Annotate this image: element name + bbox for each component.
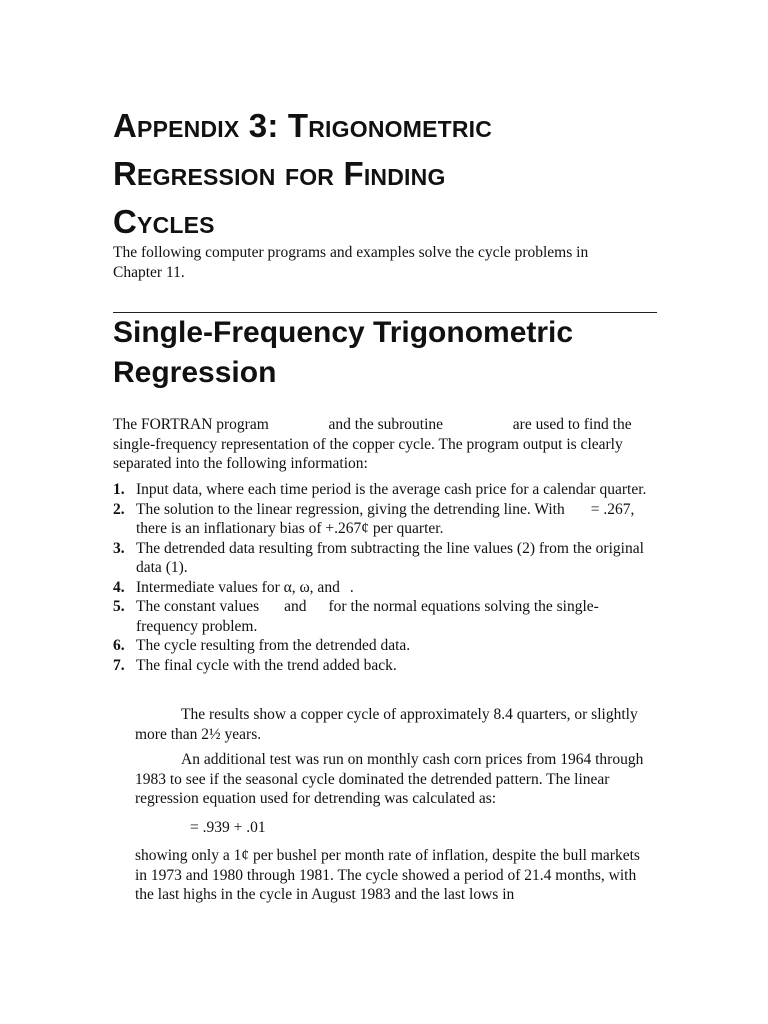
list-item-number: 7. — [113, 656, 125, 674]
list-item-text-c: for the normal equations solving the single-frequency problem. — [136, 598, 599, 635]
list-item-number: 1. — [113, 481, 125, 498]
list-item-text-a: The constant values — [136, 598, 260, 615]
list-item — [113, 597, 658, 636]
chapter-title-line-1: Appendix 3: Trigonometric — [113, 107, 493, 144]
list-item — [113, 539, 658, 578]
intro-paragraph: The following computer programs and examples solve the cycle problems in Chapter 11. — [113, 244, 589, 281]
list-item — [113, 500, 658, 539]
list-item — [113, 480, 658, 500]
section-heading: Single-Frequency Trigonometric Regression — [113, 316, 574, 389]
list-item-number: 2. — [113, 500, 125, 518]
list-item-number: 5. — [113, 598, 125, 615]
list-item-text: The cycle resulting from the detrended data. — [136, 637, 411, 654]
list-item — [113, 578, 658, 598]
list-item-text-b: . — [349, 578, 354, 596]
results-paragraph: The results show a copper cycle of approximately 8.4 quarters, or slightly more than 2½ years. — [135, 706, 638, 743]
regression-equation: = .939 + .01 — [190, 819, 266, 836]
para1-part-1: The FORTRAN program — [113, 416, 269, 433]
corn-test-paragraph: An additional test was run on monthly cash corn prices from 1964 through 1983 to see if the seasonal cycle dominated the detrended pattern. The linear regression equation used for detrending was calculated as: — [135, 751, 644, 807]
chapter-title-line-3: Cycles — [113, 203, 215, 240]
list-item-text-a: The solution to the linear regression, giving the detrending line. With — [136, 500, 565, 518]
list-item — [113, 656, 658, 676]
program-description-paragraph — [113, 415, 653, 474]
list-item-text-b: and — [284, 598, 307, 615]
output-information-list — [113, 480, 658, 675]
list-item — [113, 636, 658, 656]
para1-part-2: and the subroutine — [328, 416, 444, 433]
list-item-text-a: Intermediate values for α, ω, and — [136, 578, 340, 596]
chapter-title — [113, 102, 673, 246]
list-item-text-b: = .267, there is an inflationary bias of +.267¢ per quarter. — [136, 500, 635, 537]
list-item-number: 4. — [113, 578, 125, 596]
list-item-text: Input data, where each time period is the average cash price for a calendar quarter. — [136, 481, 647, 498]
inflation-paragraph: showing only a 1¢ per bushel per month rate of inflation, despite the bull markets in 1973 and 1980 through 1981. The cycle showed a period of 21.4 months, with the last highs in the cycle in August 1983 and the last lows in — [135, 847, 640, 903]
chapter-title-line-2: Regression for Finding — [113, 155, 446, 192]
list-item-number: 3. — [113, 539, 125, 557]
list-item-text: The detrended data resulting from subtracting the line values (2) from the original data (1). — [136, 539, 644, 576]
list-item-number: 6. — [113, 637, 125, 654]
para1-part-3: are used to find the single-frequency representation of the copper cycle. The program output is clearly separated into the following information: — [113, 416, 632, 472]
list-item-text: The final cycle with the trend added back. — [136, 656, 397, 674]
